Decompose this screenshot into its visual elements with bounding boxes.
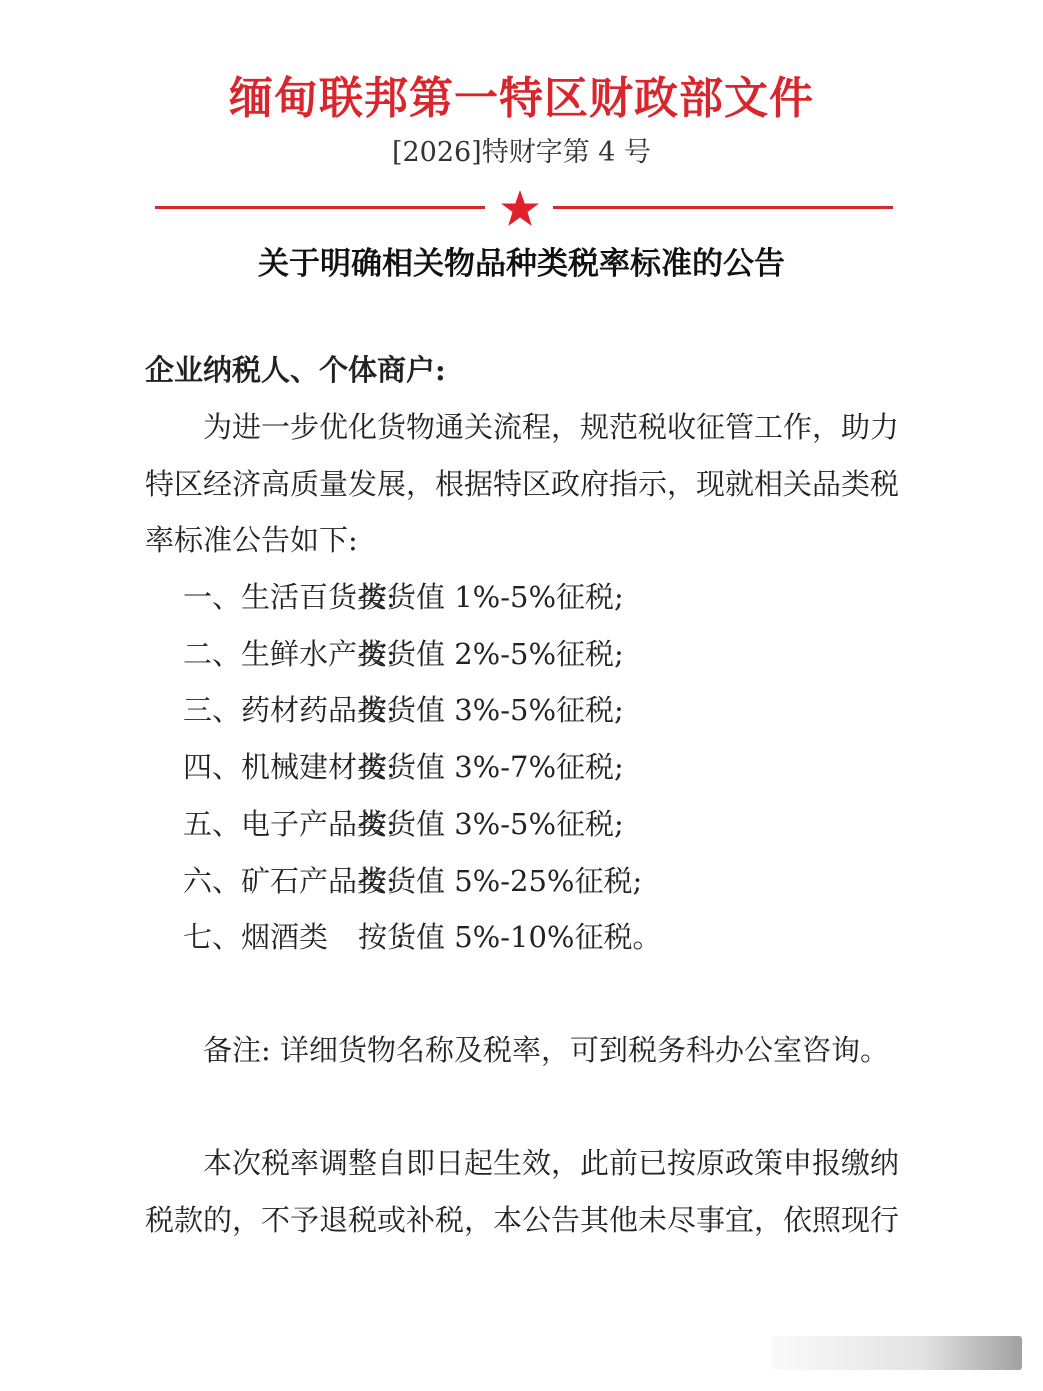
list-item [183, 682, 624, 739]
intro-line: 为进一步优化货物通关流程，规范税收征管工作，助力 [145, 410, 900, 444]
salutation: 企业纳税人、个体商户: [145, 353, 446, 387]
item-rate: 按货值 3%-5%征税; [358, 693, 624, 727]
announcement-heading: 关于明确相关物品种类税率标准的公告 [258, 246, 785, 282]
document-title: 缅甸联邦第一特区财政部文件 [229, 73, 814, 124]
closing-line: 本次税率调整自即日起生效，此前已按原政策申报缴纳 [145, 1146, 900, 1180]
note: 备注: 详细货物名称及税率，可到税务科办公室咨询。 [145, 1033, 889, 1067]
list-item [183, 853, 642, 910]
item-category: 六、矿石产品类: [183, 864, 396, 898]
item-category: 七、烟酒类 : [183, 920, 405, 954]
list-item [183, 909, 661, 966]
item-rate: 按货值 5%-10%征税。 [358, 920, 662, 954]
item-rate: 按货值 2%-5%征税; [358, 637, 624, 671]
list-item [183, 626, 624, 683]
intro-line: 率标准公告如下: [145, 523, 358, 557]
list-item [183, 569, 624, 626]
intro-line: 特区经济高质量发展，根据特区政府指示，现就相关品类税 [145, 467, 900, 501]
star-icon [500, 188, 540, 228]
watermark [772, 1336, 1022, 1370]
item-category: 一、生活百货类: [183, 580, 396, 614]
item-category: 五、电子产品类: [183, 807, 396, 841]
item-category: 四、机械建材类: [183, 750, 396, 784]
closing-line: 税款的，不予退税或补税，本公告其他未尽事宜，依照现行 [145, 1203, 900, 1237]
item-rate: 按货值 3%-7%征税; [358, 750, 624, 784]
list-item [183, 796, 624, 853]
item-rate: 按货值 5%-25%征税; [358, 864, 643, 898]
divider-right [553, 206, 893, 209]
list-item [183, 739, 624, 796]
item-category: 三、药材药品类: [183, 693, 396, 727]
document-number: [2026]特财字第 4 号 [391, 137, 652, 168]
item-rate: 按货值 1%-5%征税; [358, 580, 624, 614]
item-rate: 按货值 3%-5%征税; [358, 807, 624, 841]
item-category: 二、生鲜水产类: [183, 637, 396, 671]
divider-left [155, 206, 485, 209]
